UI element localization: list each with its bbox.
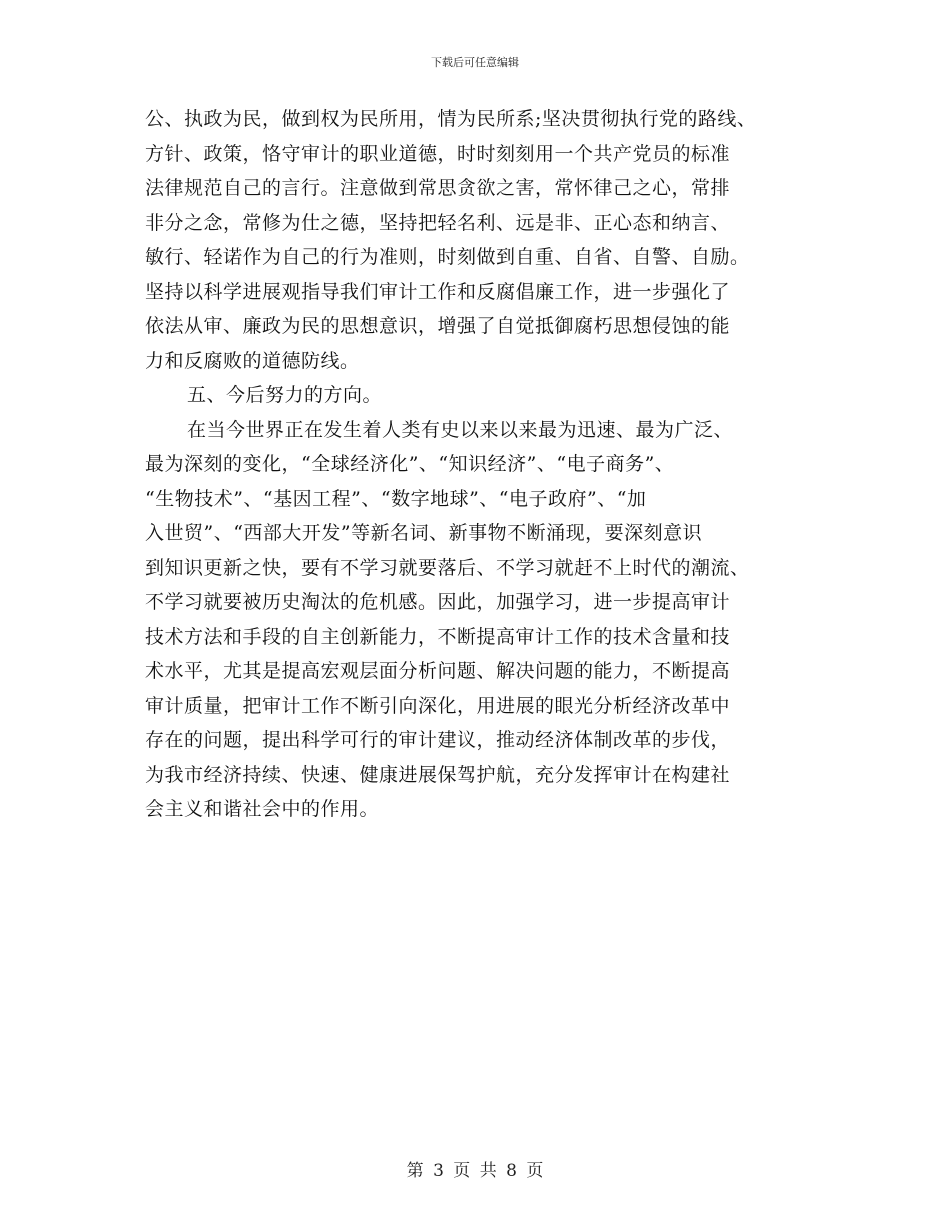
text-line: 力和反腐败的道德防线。 bbox=[145, 349, 360, 372]
section-heading: 五、今后努力的方向。 bbox=[187, 384, 383, 406]
paragraph-first-line: 在当今世界正在发生着人类有史以来以来最为迅速、最为广泛、 bbox=[187, 418, 734, 441]
text-line: 审计质量，把审计工作不断引向深化，用进展的眼光分析经济改革中 bbox=[145, 694, 731, 717]
text-line: 敏行、轻诺作为自己的行为准则，时刻做到自重、自省、自警、自励。 bbox=[145, 246, 750, 268]
text-line: 不学习就要被历史淘汰的危机感。因此，加强学习，进一步提高审计 bbox=[145, 591, 731, 613]
text-line: 最为深刻的变化，“全球经济化”、“知识经济”、“电子商务”、 bbox=[145, 453, 675, 475]
text-line: 方针、政策，恪守审计的职业道德，时时刻刻用一个共产党员的标准 bbox=[145, 142, 731, 165]
text-line: 存在的问题，提出科学可行的审计建议，推动经济体制改革的步伐， bbox=[145, 729, 731, 751]
text-line: 非分之念，常修为仕之德，坚持把轻名利、远是非、正心态和纳言、 bbox=[145, 211, 731, 234]
text-line: 入世贸”、“西部大开发”等新名词、新事物不断涌现，要深刻意识 bbox=[145, 522, 703, 544]
document-body bbox=[145, 102, 825, 827]
text-line: 公、执政为民，做到权为民所用，情为民所系;坚决贯彻执行党的路线、 bbox=[145, 108, 757, 130]
page-number: 第 3 页 共 8 页 bbox=[406, 1161, 544, 1181]
text-line: 法律规范自己的言行。注意做到常思贪欲之害，常怀律己之心，常排 bbox=[145, 177, 731, 199]
text-line: 坚持以科学进展观指导我们审计工作和反腐倡廉工作，进一步强化了 bbox=[145, 280, 731, 303]
text-line: “生物技术”、“基因工程”、“数字地球”、“电子政府”、“加 bbox=[145, 487, 647, 510]
text-line: 依法从审、廉政为民的思想意识，增强了自觉抵御腐朽思想侵蚀的能 bbox=[145, 315, 731, 337]
text-line: 到知识更新之快，要有不学习就要落后、不学习就赶不上时代的潮流、 bbox=[145, 556, 750, 579]
text-line: 术水平，尤其是提高宏观层面分析问题、解决问题的能力，不断提高 bbox=[145, 660, 731, 682]
text-line: 技术方法和手段的自主创新能力，不断提高审计工作的技术含量和技 bbox=[145, 625, 731, 648]
text-line: 会主义和谐社会中的作用。 bbox=[145, 798, 380, 820]
page-header-note: 下载后可任意编辑 bbox=[431, 56, 519, 69]
text-line: 为我市经济持续、快速、健康进展保驾护航，充分发挥审计在构建社 bbox=[145, 763, 731, 786]
